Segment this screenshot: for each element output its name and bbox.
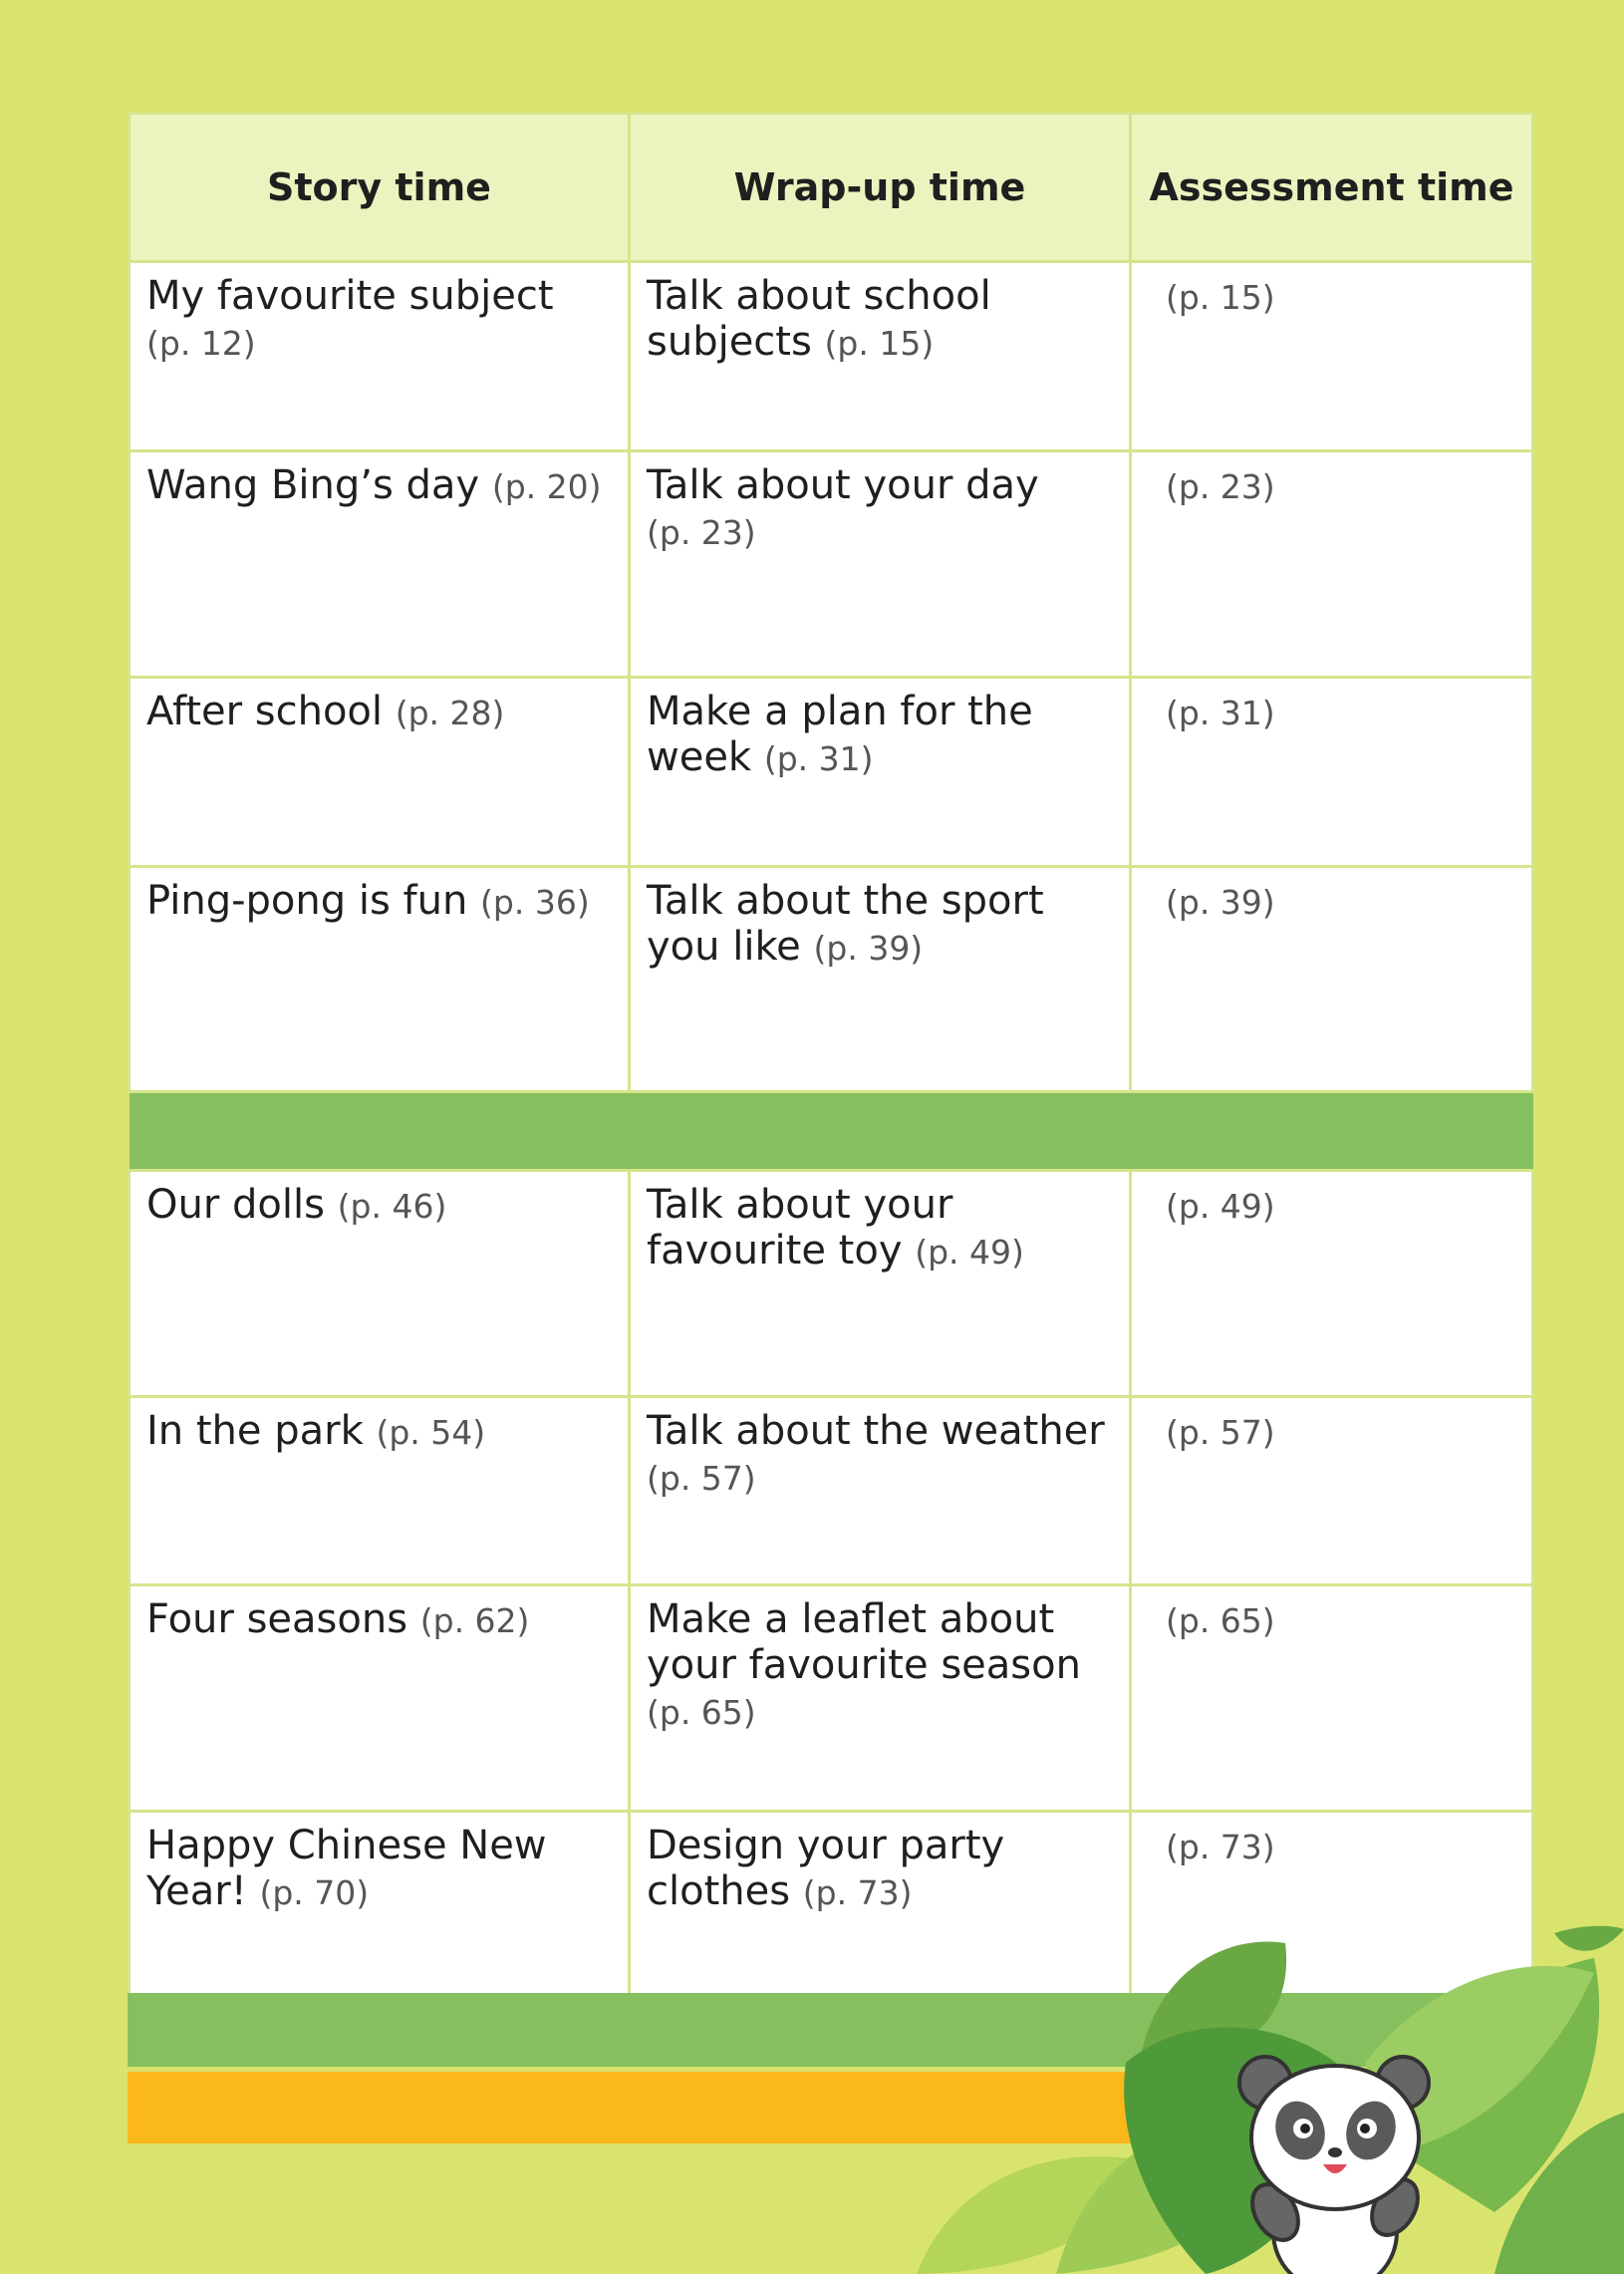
- story-page: (p. 62): [419, 1601, 530, 1640]
- wrap-cell: [630, 1171, 1131, 1397]
- story-title: Four seasons: [146, 1596, 408, 1642]
- table-row: [130, 1397, 1533, 1585]
- story-cell: [130, 1171, 630, 1397]
- table-row: [130, 262, 1533, 451]
- wrap-title: Make a leaflet about your favourite season: [647, 1596, 1081, 1688]
- assess-page: (p. 57): [1166, 1413, 1275, 1452]
- story-title: Our dolls: [146, 1182, 325, 1228]
- wrap-cell: [630, 451, 1131, 678]
- assess-page: (p. 39): [1166, 883, 1275, 922]
- wrap-page: (p. 15): [824, 324, 935, 363]
- section-divider-band: [130, 1092, 1533, 1171]
- wrap-page: (p. 65): [647, 1693, 756, 1732]
- wrap-page: (p. 31): [763, 739, 874, 778]
- assess-page: (p. 31): [1166, 694, 1275, 732]
- assess-cell: [1131, 678, 1533, 867]
- wrap-cell: [630, 678, 1131, 867]
- assess-cell: [1131, 1397, 1533, 1585]
- wrap-title: Talk about your day: [647, 462, 1039, 508]
- assess-page: (p. 65): [1166, 1601, 1275, 1640]
- assess-cell: [1131, 867, 1533, 1092]
- story-cell: [130, 262, 630, 451]
- story-page: (p. 70): [259, 1873, 370, 1912]
- assess-cell: [1131, 451, 1533, 678]
- wrap-title: Talk about the sport you like: [647, 878, 1044, 970]
- assess-cell: [1131, 1585, 1533, 1812]
- header-story-time: Story time: [130, 114, 630, 262]
- story-cell: [130, 1812, 630, 1999]
- story-title: Ping-pong is fun: [146, 878, 468, 924]
- header-assessment-time: Assessment time: [1131, 114, 1533, 262]
- table-row: [130, 867, 1533, 1092]
- assess-page: (p. 15): [1166, 278, 1275, 317]
- story-title: In the park: [146, 1408, 364, 1454]
- wrap-cell: [630, 867, 1131, 1092]
- table-row: [130, 678, 1533, 867]
- section-divider-cell: [130, 1092, 1533, 1171]
- assess-cell: [1131, 262, 1533, 451]
- wrap-cell: [630, 1585, 1131, 1812]
- header-wrap-up-time: Wrap-up time: [630, 114, 1131, 262]
- wrap-page: (p. 73): [802, 1873, 913, 1912]
- contents-table-wrap: [128, 112, 1531, 2000]
- wrap-title: Make a plan for the week: [647, 689, 1033, 780]
- wrap-title: Talk about the weather: [647, 1408, 1105, 1454]
- assess-page: (p. 23): [1166, 467, 1275, 506]
- story-title: Happy Chinese New Year!: [146, 1823, 547, 1914]
- story-page: (p. 28): [395, 694, 505, 732]
- decoration-graphic: [897, 1913, 1624, 2274]
- story-page: (p. 54): [376, 1413, 486, 1452]
- assess-page: (p. 73): [1166, 1828, 1275, 1866]
- table-row: [130, 1171, 1533, 1397]
- assess-cell: [1131, 1171, 1533, 1397]
- wrap-title: Talk about school subjects: [647, 273, 991, 365]
- story-title: After school: [146, 689, 384, 734]
- wrap-page: (p. 39): [813, 929, 924, 968]
- story-cell: [130, 1397, 630, 1585]
- story-title: My favourite subject: [146, 273, 554, 319]
- story-cell: [130, 451, 630, 678]
- table-row: [130, 1585, 1533, 1812]
- assess-page: (p. 49): [1166, 1187, 1275, 1226]
- wrap-title: Design your party clothes: [647, 1823, 1005, 1914]
- wrap-page: (p. 49): [915, 1233, 1024, 1272]
- story-page: (p. 20): [491, 467, 602, 506]
- header-row: [130, 114, 1533, 262]
- story-page: (p. 12): [146, 324, 256, 363]
- wrap-cell: [630, 262, 1131, 451]
- wrap-page: (p. 23): [647, 513, 756, 552]
- story-cell: [130, 867, 630, 1092]
- wrap-cell: [630, 1397, 1131, 1585]
- story-title: Wang Bing’s day: [146, 462, 480, 508]
- table-row: [130, 451, 1533, 678]
- story-page: (p. 36): [480, 883, 590, 922]
- story-cell: [130, 678, 630, 867]
- story-page: (p. 46): [337, 1187, 447, 1226]
- story-cell: [130, 1585, 630, 1812]
- wrap-title: Talk about your favourite toy: [647, 1182, 953, 1274]
- contents-table: [128, 112, 1534, 2000]
- wrap-page: (p. 57): [647, 1459, 756, 1498]
